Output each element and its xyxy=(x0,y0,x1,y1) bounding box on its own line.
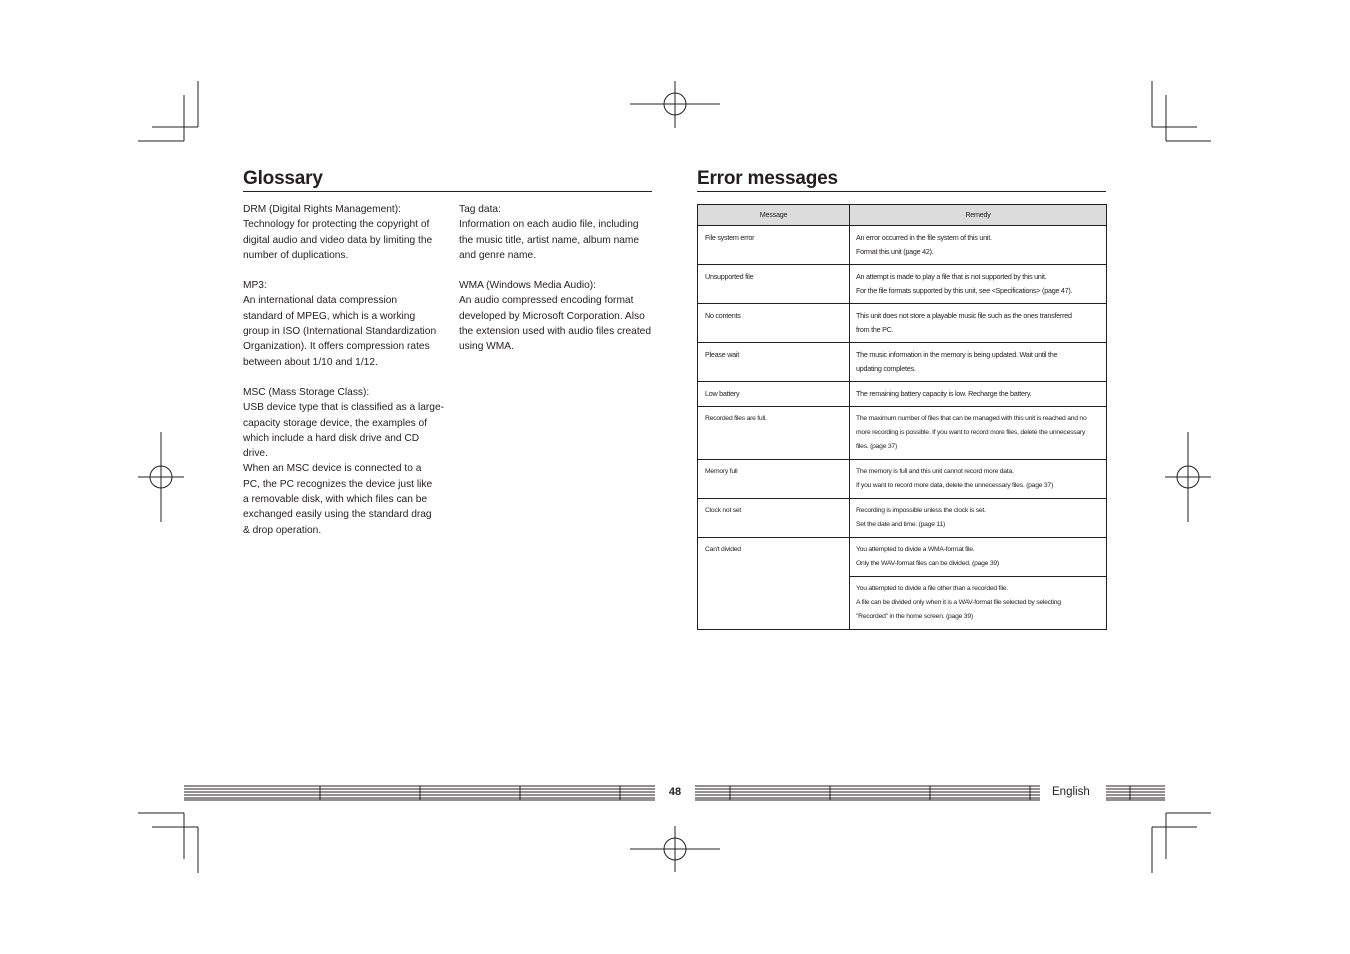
error-messages-table xyxy=(697,204,1107,630)
error-remedy-cell xyxy=(850,304,1107,343)
glossary-definition: An international data compression standard of MPEG, which is a working group in ISO (International Standardization Organization). It offers compression rates between about 1/10 and 1/12. xyxy=(243,295,437,368)
table-row xyxy=(698,460,1107,499)
remedy-line: For the file formats supported by this unit, see <Specifications> (page 47). xyxy=(856,286,1073,295)
error-message-cell: Clock not set xyxy=(698,499,850,538)
remedy-line: Recording is impossible unless the clock is set. xyxy=(856,507,986,514)
error-messages-title: Error messages xyxy=(697,168,838,189)
column-header-message: Message xyxy=(698,205,850,226)
remedy-line: Set the date and time. (page 11) xyxy=(856,521,945,528)
error-message-cell: Memory full xyxy=(698,460,850,499)
remedy-line: You attempted to divide a file other than a recorded file. xyxy=(856,585,1008,592)
error-messages-rule xyxy=(697,191,1106,192)
glossary-definition: USB device type that is classified as a large- capacity storage device, the examples of which include a hard disk drive and CD drive. When an MSC device is connected to a PC, the PC recognizes the device just like a removable disk, with which files can be exchanged easily using the standard drag & drop operation. xyxy=(243,402,445,536)
table-header-row xyxy=(698,205,1107,226)
remedy-line: files. (page 37) xyxy=(856,443,897,450)
remedy-line: Only the WAV-format files can be divided. (page 39) xyxy=(856,560,999,567)
error-remedy-cell xyxy=(850,577,1107,630)
error-message-cell: Can't divided xyxy=(698,538,850,630)
remedy-line: The remaining battery capacity is low. Recharge the battery. xyxy=(856,389,1032,398)
remedy-line: The memory is full and this unit cannot record more data. xyxy=(856,468,1014,475)
glossary-term: WMA (Windows Media Audio): xyxy=(459,280,597,292)
glossary-left-column xyxy=(243,202,448,553)
error-remedy-cell xyxy=(850,460,1107,499)
glossary-term: Tag data: xyxy=(459,204,501,215)
remedy-line: You attempted to divide a WMA-format file. xyxy=(856,546,975,553)
glossary-title: Glossary xyxy=(243,168,323,189)
remedy-line: more recording is possible. If you want to record more files, delete the unnecessary xyxy=(856,429,1086,436)
glossary-definition: Information on each audio file, including the music title, artist name, album name and genre name. xyxy=(459,219,640,261)
error-message-cell: Unsupported file xyxy=(698,265,850,304)
remedy-line: An attempt is made to play a file that is not supported by this unit. xyxy=(856,272,1047,281)
remedy-line: An error occurred in the file system of this unit. xyxy=(856,233,992,242)
glossary-entry xyxy=(243,385,448,538)
table-row xyxy=(698,226,1107,265)
error-message-cell: Please wait xyxy=(698,343,850,382)
error-message-cell: File system error xyxy=(698,226,850,265)
glossary-rule xyxy=(243,191,652,192)
glossary-term: DRM (Digital Rights Management): xyxy=(243,204,401,215)
glossary-entry xyxy=(243,202,448,263)
glossary-right-column xyxy=(459,202,659,370)
table-row xyxy=(698,343,1107,382)
remedy-line: Format this unit (page 42). xyxy=(856,247,934,256)
remedy-line: This unit does not store a playable music file such as the ones transferred xyxy=(856,311,1072,320)
table-row xyxy=(698,499,1107,538)
remedy-line: from the PC. xyxy=(856,325,894,334)
error-remedy-cell xyxy=(850,265,1107,304)
error-remedy-cell xyxy=(850,538,1107,577)
table-row xyxy=(698,407,1107,460)
table-row xyxy=(698,304,1107,343)
glossary-entry xyxy=(243,278,448,370)
error-message-cell: Low battery xyxy=(698,382,850,407)
table-row xyxy=(698,538,1107,577)
glossary-definition: Technology for protecting the copyright of digital audio and video data by limiting the number of duplications. xyxy=(243,219,433,261)
remedy-line: updating completes. xyxy=(856,364,916,373)
page-number: 48 xyxy=(668,786,682,798)
error-remedy-cell xyxy=(850,499,1107,538)
error-message-cell: No contents xyxy=(698,304,850,343)
table-row xyxy=(698,382,1107,407)
error-remedy-cell xyxy=(850,382,1107,407)
error-message-cell: Recorded files are full. xyxy=(698,407,850,460)
column-header-remedy: Remedy xyxy=(850,205,1107,226)
glossary-definition: An audio compressed encoding format developed by Microsoft Corporation. Also the extension used with audio files created using WMA. xyxy=(459,295,651,353)
remedy-line: "Recorded" in the home screen. (page 39) xyxy=(856,613,973,620)
error-remedy-cell xyxy=(850,226,1107,265)
glossary-term: MSC (Mass Storage Class): xyxy=(243,386,370,398)
remedy-line: The maximum number of files that can be managed with this unit is reached and no xyxy=(856,415,1087,422)
glossary-entry xyxy=(459,202,659,263)
remedy-line: If you want to record more data, delete the unnecessary files. (page 37) xyxy=(856,482,1053,489)
remedy-line: The music information in the memory is being updated. Wait until the xyxy=(856,350,1058,359)
language-label: English xyxy=(1052,786,1090,798)
table-row xyxy=(698,265,1107,304)
glossary-term: MP3: xyxy=(243,280,267,292)
glossary-entry xyxy=(459,278,659,354)
remedy-line: A file can be divided only when it is a WAV-format file selected by selecting xyxy=(856,599,1061,606)
error-remedy-cell xyxy=(850,407,1107,460)
error-remedy-cell xyxy=(850,343,1107,382)
